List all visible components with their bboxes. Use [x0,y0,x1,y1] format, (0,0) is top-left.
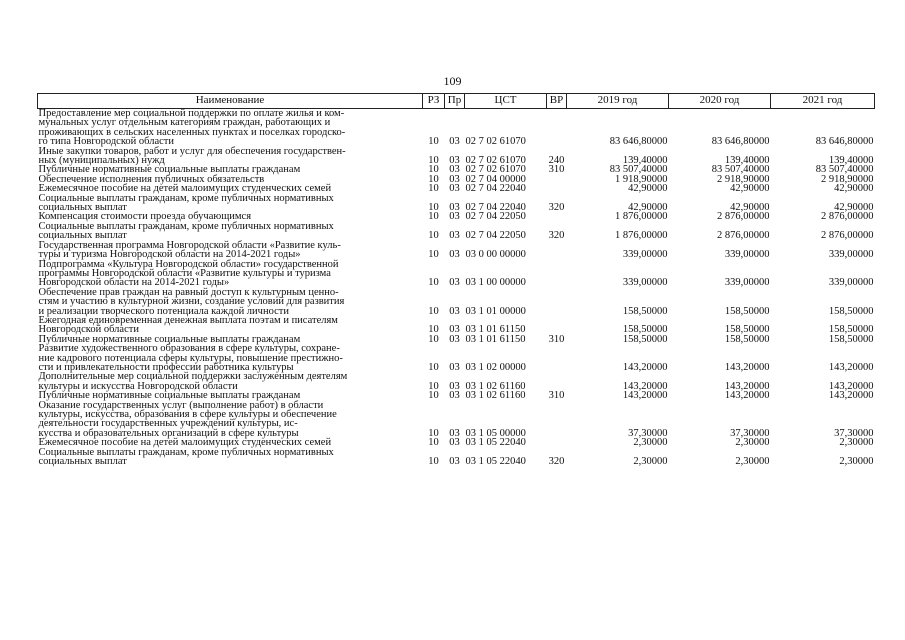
cell-2020: 339,00000 [724,249,770,261]
cell-2021: 158,50000 [828,324,874,336]
cell-name: Публичные нормативные социальные выплаты гражданам [38,164,301,176]
cell-vr: 320 [548,456,565,468]
cell-pr: 03 [449,380,460,392]
cell-2020: 83 646,80000 [711,136,770,148]
cell-2019: 2,30000 [633,456,668,468]
cell-pr: 03 [449,427,460,439]
cell-rz: 10 [428,380,439,392]
cell-2020: 158,50000 [724,324,770,336]
cell-rz: 10 [428,211,439,223]
cell-name: Развитие художественного образования в сфере культуры, сохране- ние кадрового потенциала сферы культуры, повышение престижно- сти и привлекательности профессии работника культуры [38,343,343,373]
cell-vr [547,260,567,288]
cell-vr [547,241,567,260]
cell-2020: 143,20000 [724,390,770,402]
cell-2019: 339,00000 [622,277,668,289]
cell-2021: 2 876,00000 [821,230,874,242]
cell-2019: 143,20000 [622,361,668,373]
cell-2021: 83 646,80000 [815,136,874,148]
page-number: 109 [443,74,462,88]
cell-2019: 139,40000 [622,155,668,167]
cell-2020: 139,40000 [724,155,770,167]
cell-name: Государственная программа Новгородской области «Развитие куль- туры и туризма Новгородской области на 2014-2021 годы» [38,239,341,261]
cell-name: Обеспечение прав граждан на равный доступ к культурным ценно- стям и участию в культурной жизни, создание условий для развития и реализации творческого потенциала каждой личности [38,286,345,317]
cell-2020: 37,30000 [730,427,770,439]
cell-2020: 143,20000 [724,361,770,373]
cell-name: Дополнительные мер социальной поддержки заслуженным деятелям культуры и искусства Новгородской области [38,371,348,392]
cell-cst: 03 0 00 00000 [465,249,526,261]
cell-rz: 10 [428,173,439,185]
cell-name: Публичные нормативные социальные выплаты гражданам [38,390,301,402]
cell-2021: 339,00000 [828,277,874,289]
cell-pr: 03 [449,202,460,214]
cell-pr: 03 [449,164,460,176]
cell-pr: 03 [449,361,460,373]
cell-rz: 10 [428,136,439,148]
cell-2021: 2,30000 [839,437,874,449]
cell-pr: 03 [449,211,460,223]
table-row [38,241,875,260]
cell-rz: 10 [428,437,439,449]
cell-2021: 2 918,90000 [821,173,874,185]
cell-2020: 143,20000 [724,380,770,392]
cell-name: Подпрограмма «Культура Новгородской области» государственной программы Новгородской области «Развитие культуры и туризма Новгородской области на 2014-2021 годы» [38,258,339,289]
table-row [38,288,875,316]
cell-name: Публичные нормативные социальные выплаты гражданам [38,333,301,345]
cell-cst: 03 1 05 22040 [465,437,526,449]
cell-2020: 158,50000 [724,333,770,345]
cell-cst: 03 1 01 61150 [465,333,526,345]
cell-2020: 42,90000 [730,183,770,195]
cell-cst: 03 1 02 61160 [465,390,526,402]
cell-rz: 10 [428,183,439,195]
cell-2020: 2 918,90000 [717,173,770,185]
cell-2019: 37,30000 [628,427,668,439]
cell-2020: 158,50000 [724,305,770,317]
cell-cst: 02 7 02 61070 [465,164,526,176]
cell-vr [547,438,567,447]
cell-2021: 143,20000 [828,380,874,392]
cell-rz: 10 [428,361,439,373]
table-row [38,260,875,288]
table-row [38,448,875,467]
cell-2019: 1 918,90000 [615,173,668,185]
cell-vr [547,316,567,335]
cell-2019: 42,90000 [628,183,668,195]
cell-rz: 10 [428,164,439,176]
table-row [38,401,875,439]
header-name: Наименование [38,94,423,109]
cell-2019: 83 646,80000 [609,136,668,148]
cell-2019: 158,50000 [622,305,668,317]
header-cst: ЦСТ [465,94,547,109]
header-pr: Пр [445,94,465,109]
cell-pr: 03 [449,249,460,261]
cell-2021: 339,00000 [828,249,874,261]
cell-cst: 03 1 05 22040 [465,456,526,468]
cell-name: Обеспечение исполнения публичных обязательств [38,173,265,185]
cell-2019: 83 507,40000 [609,164,668,176]
cell-rz: 10 [428,249,439,261]
cell-cst: 03 1 01 00000 [465,305,526,317]
cell-cst: 03 1 01 61150 [465,324,526,336]
cell-2020: 83 507,40000 [711,164,770,176]
cell-vr: 320 [548,202,565,214]
cell-2020: 2 876,00000 [717,230,770,242]
cell-2021: 143,20000 [828,361,874,373]
cell-name: Компенсация стоимости проезда обучающимся [38,211,252,223]
cell-rz: 10 [428,230,439,242]
header-vr: ВР [547,94,567,109]
table-body [38,109,875,467]
cell-name: Социальные выплаты гражданам, кроме публичных нормативных социальных выплат [38,192,334,214]
cell-pr: 03 [449,390,460,402]
cell-vr [547,109,567,147]
cell-vr [547,401,567,439]
cell-rz: 10 [428,333,439,345]
cell-2021: 42,90000 [834,202,874,214]
table-row [38,109,875,147]
cell-vr [547,175,567,184]
cell-cst: 02 7 04 22040 [465,183,526,195]
cell-2021: 139,40000 [828,155,874,167]
cell-name: Социальные выплаты гражданам, кроме публичных нормативных социальных выплат [38,446,334,468]
cell-2019: 143,20000 [622,390,668,402]
cell-rz: 10 [428,202,439,214]
cell-pr: 03 [449,333,460,345]
table-row [38,222,875,241]
cell-pr: 03 [449,136,460,148]
cell-pr: 03 [449,305,460,317]
cell-2021: 158,50000 [828,333,874,345]
cell-2020: 2,30000 [735,456,770,468]
cell-pr: 03 [449,173,460,185]
cell-2021: 37,30000 [834,427,874,439]
cell-cst: 02 7 02 61070 [465,155,526,167]
cell-2021: 158,50000 [828,305,874,317]
cell-vr [547,212,567,221]
cell-vr: 320 [548,230,565,242]
table-row [38,344,875,372]
header-2021: 2021 год [771,94,875,109]
cell-2019: 1 876,00000 [615,230,668,242]
cell-2019: 339,00000 [622,249,668,261]
cell-2021: 42,90000 [834,183,874,195]
cell-2020: 339,00000 [724,277,770,289]
cell-2019: 158,50000 [622,324,668,336]
cell-2019: 143,20000 [622,380,668,392]
cell-name: Ежегодная единовременная денежная выплата поэтам и писателям Новгородской области [38,314,338,336]
cell-cst: 03 1 00 00000 [465,277,526,289]
cell-pr: 03 [449,456,460,468]
cell-vr: 310 [548,333,565,345]
cell-cst: 02 7 02 61070 [465,136,526,148]
table-row [38,194,875,213]
cell-rz: 10 [428,305,439,317]
cell-2019: 42,90000 [628,202,668,214]
cell-name: Предоставление мер социальной поддержки по оплате жилья и ком- мунальных услуг отдельным категориям граждан, работающих и проживающих в сельских населенных пунктах и поселках городско- го типа Новгородской области [38,108,346,148]
cell-pr: 03 [449,183,460,195]
cell-name: Иные закупки товаров, работ и услуг для обеспечения государствен- ных (муниципальных) нужд [38,145,346,167]
table-header-row [38,94,875,109]
cell-2019: 158,50000 [622,333,668,345]
cell-cst: 03 1 05 00000 [465,427,526,439]
cell-vr [547,288,567,316]
budget-table [37,93,875,466]
table-row [38,372,875,391]
cell-rz: 10 [428,390,439,402]
header-2019: 2019 год [567,94,669,109]
cell-2020: 42,90000 [730,202,770,214]
cell-pr: 03 [449,437,460,449]
cell-vr [547,344,567,372]
table-row [38,147,875,166]
cell-cst: 02 7 04 00000 [465,173,526,185]
cell-vr: 310 [548,164,565,176]
cell-vr: 240 [548,155,565,167]
cell-pr: 03 [449,324,460,336]
cell-vr [547,372,567,391]
cell-2021: 2,30000 [839,456,874,468]
cell-2020: 2 876,00000 [717,211,770,223]
cell-vr: 310 [548,390,565,402]
cell-name: Социальные выплаты гражданам, кроме публичных нормативных социальных выплат [38,220,334,242]
cell-cst: 03 1 02 00000 [465,361,526,373]
cell-cst: 02 7 04 22040 [465,202,526,214]
cell-rz: 10 [428,324,439,336]
cell-2019: 1 876,00000 [615,211,668,223]
cell-vr [547,184,567,193]
cell-pr: 03 [449,277,460,289]
table-row [38,316,875,335]
cell-pr: 03 [449,230,460,242]
cell-2021: 143,20000 [828,390,874,402]
cell-cst: 03 1 02 61160 [465,380,526,392]
cell-cst: 02 7 04 22050 [465,211,526,223]
header-2020: 2020 год [669,94,771,109]
cell-pr: 03 [449,155,460,167]
cell-cst: 02 7 04 22050 [465,230,526,242]
cell-rz: 10 [428,155,439,167]
cell-rz: 10 [428,427,439,439]
cell-2020: 2,30000 [735,437,770,449]
cell-2021: 2 876,00000 [821,211,874,223]
cell-name: Ежемесячное пособие на детей малоимущих студенческих семей [38,437,332,449]
cell-2019: 2,30000 [633,437,668,449]
cell-2021: 83 507,40000 [815,164,874,176]
cell-rz: 10 [428,456,439,468]
cell-name: Ежемесячное пособие на детей малоимущих студенческих семей [38,183,332,195]
cell-name: Оказание государственных услуг (выполнение работ) в области культуры, искусства, образования в сфере культуры и обеспечение деятельности государственных учреждений культуры, ис- кусства и образовательных организаций в сфере культуры [38,399,337,439]
cell-rz: 10 [428,277,439,289]
header-rz: РЗ [423,94,445,109]
